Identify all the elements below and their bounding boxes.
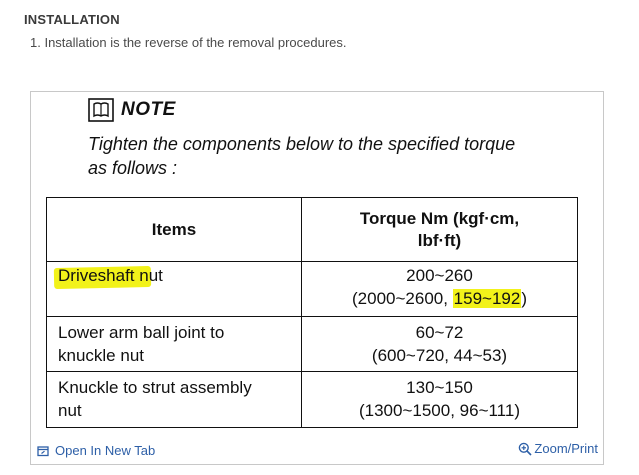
value-cell bbox=[302, 317, 578, 372]
note-title: NOTE bbox=[121, 99, 176, 120]
handwritten-highlight bbox=[58, 266, 149, 285]
zoom-in-icon bbox=[518, 442, 532, 456]
note-text-line-1: Tighten the components below to the specified torque bbox=[88, 134, 516, 154]
value-text-part: ) bbox=[521, 289, 527, 308]
item-cell bbox=[47, 372, 302, 428]
item-cell bbox=[47, 262, 302, 317]
table-header-row bbox=[47, 198, 578, 262]
value-line-1: 200~260 bbox=[406, 266, 473, 285]
item-line-2: nut bbox=[58, 401, 82, 420]
torque-table bbox=[46, 197, 578, 428]
value-cell bbox=[302, 262, 578, 317]
installation-step: 1. Installation is the reverse of the removal procedures. bbox=[30, 35, 347, 50]
table-row bbox=[47, 262, 578, 317]
header-torque-line-1: Torque Nm (kgf·cm, bbox=[359, 208, 520, 228]
table-row bbox=[47, 317, 578, 372]
header-torque-line-2: lbf·ft) bbox=[417, 230, 462, 250]
item-cell bbox=[47, 317, 302, 372]
note-text bbox=[88, 132, 588, 180]
item-text-part: aft n bbox=[115, 266, 149, 285]
zoom-print-label: Zoom/Print bbox=[534, 441, 598, 456]
table-row bbox=[47, 372, 578, 428]
value-text-part: (2000~2600, bbox=[352, 289, 453, 308]
value-line-1: 130~150 bbox=[406, 378, 473, 397]
highlighted-value: 159~192 bbox=[453, 289, 521, 308]
book-icon bbox=[88, 98, 114, 122]
section-title: INSTALLATION bbox=[24, 12, 120, 27]
value-line-2 bbox=[302, 287, 577, 310]
header-items: Items bbox=[47, 198, 302, 262]
item-line-2: knuckle nut bbox=[58, 346, 144, 365]
item-text-part: ut bbox=[148, 266, 163, 285]
open-in-new-tab-link[interactable] bbox=[37, 443, 155, 458]
note-text-line-2: as follows : bbox=[88, 158, 178, 178]
value-line-2: (1300~1500, 96~111) bbox=[358, 401, 520, 420]
open-in-new-tab-label: Open In New Tab bbox=[55, 443, 156, 458]
value-line-1: 60~72 bbox=[415, 323, 464, 342]
item-line-1 bbox=[58, 264, 301, 287]
value-cell bbox=[302, 372, 578, 428]
value-line-2: (600~720, 44~53) bbox=[371, 346, 508, 365]
item-line-1: Lower arm ball joint to bbox=[58, 323, 225, 342]
header-torque bbox=[302, 198, 578, 262]
item-text-part: Drivesh bbox=[58, 266, 116, 285]
zoom-print-link[interactable] bbox=[518, 441, 598, 456]
item-line-1: Knuckle to strut assembly bbox=[58, 378, 252, 397]
note-header bbox=[88, 97, 176, 123]
open-new-tab-icon bbox=[37, 445, 49, 457]
